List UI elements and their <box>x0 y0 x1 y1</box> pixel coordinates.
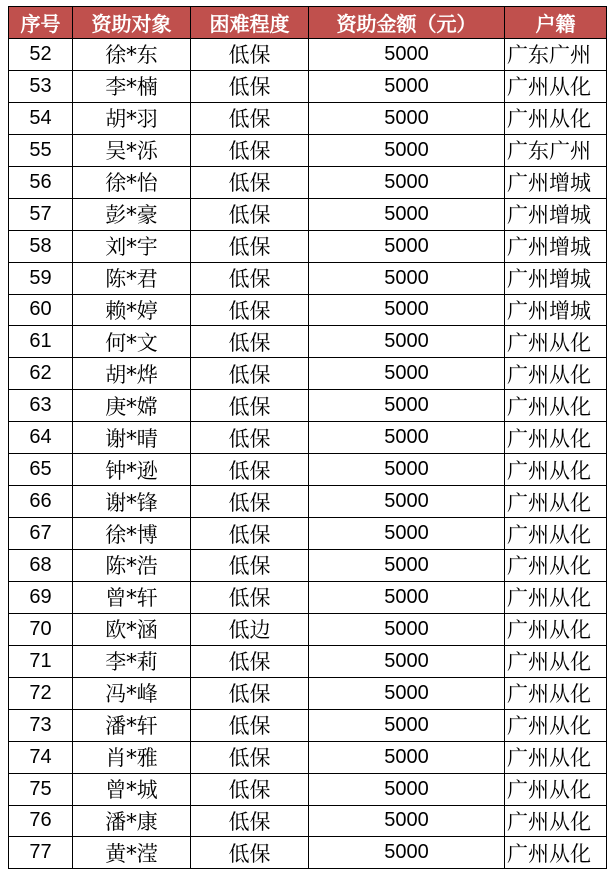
recipient-cell: 陈*浩 <box>73 550 191 582</box>
hardship-cell: 低保 <box>191 390 309 422</box>
recipient-cell: 肖*雅 <box>73 741 191 773</box>
household-cell: 广州从化 <box>505 581 607 613</box>
table-row <box>9 102 607 134</box>
table-row <box>9 39 607 71</box>
serial-cell: 61 <box>9 326 73 358</box>
header-row <box>9 7 607 39</box>
table-row <box>9 837 607 869</box>
recipient-cell: 陈*君 <box>73 262 191 294</box>
recipient-cell: 曾*城 <box>73 773 191 805</box>
amount-cell: 5000 <box>309 166 505 198</box>
recipient-cell: 欧*涵 <box>73 613 191 645</box>
table-row <box>9 741 607 773</box>
serial-cell: 72 <box>9 677 73 709</box>
amount-cell: 5000 <box>309 262 505 294</box>
serial-cell: 70 <box>9 613 73 645</box>
amount-cell: 5000 <box>309 70 505 102</box>
serial-cell: 67 <box>9 518 73 550</box>
column-header-amount: 资助金额（元） <box>309 7 505 39</box>
amount-cell: 5000 <box>309 486 505 518</box>
recipient-cell: 赖*婷 <box>73 294 191 326</box>
table-row <box>9 134 607 166</box>
table-row <box>9 805 607 837</box>
hardship-cell: 低保 <box>191 166 309 198</box>
household-cell: 广州从化 <box>505 454 607 486</box>
recipient-cell: 徐*博 <box>73 518 191 550</box>
serial-cell: 56 <box>9 166 73 198</box>
household-cell: 广州从化 <box>505 486 607 518</box>
recipient-cell: 庚*嫦 <box>73 390 191 422</box>
hardship-cell: 低边 <box>191 613 309 645</box>
household-cell: 广州从化 <box>505 422 607 454</box>
recipient-cell: 潘*康 <box>73 805 191 837</box>
household-cell: 广州从化 <box>505 326 607 358</box>
recipient-cell: 胡*烨 <box>73 358 191 390</box>
amount-cell: 5000 <box>309 134 505 166</box>
recipient-cell: 曾*轩 <box>73 581 191 613</box>
serial-cell: 58 <box>9 230 73 262</box>
table-row <box>9 294 607 326</box>
household-cell: 广东广州 <box>505 39 607 71</box>
table-row <box>9 550 607 582</box>
serial-cell: 59 <box>9 262 73 294</box>
hardship-cell: 低保 <box>191 262 309 294</box>
table-body <box>9 39 607 869</box>
household-cell: 广州从化 <box>505 390 607 422</box>
household-cell: 广州从化 <box>505 709 607 741</box>
hardship-cell: 低保 <box>191 230 309 262</box>
hardship-cell: 低保 <box>191 581 309 613</box>
amount-cell: 5000 <box>309 645 505 677</box>
column-header-household: 户籍 <box>505 7 607 39</box>
amount-cell: 5000 <box>309 422 505 454</box>
table-row <box>9 581 607 613</box>
hardship-cell: 低保 <box>191 677 309 709</box>
hardship-cell: 低保 <box>191 805 309 837</box>
household-cell: 广州增城 <box>505 230 607 262</box>
table-row <box>9 773 607 805</box>
amount-cell: 5000 <box>309 518 505 550</box>
hardship-cell: 低保 <box>191 741 309 773</box>
household-cell: 广州从化 <box>505 518 607 550</box>
table-row <box>9 230 607 262</box>
table-row <box>9 677 607 709</box>
household-cell: 广州从化 <box>505 837 607 869</box>
amount-cell: 5000 <box>309 709 505 741</box>
amount-cell: 5000 <box>309 677 505 709</box>
serial-cell: 65 <box>9 454 73 486</box>
table-row <box>9 262 607 294</box>
serial-cell: 71 <box>9 645 73 677</box>
hardship-cell: 低保 <box>191 39 309 71</box>
hardship-cell: 低保 <box>191 454 309 486</box>
table-row <box>9 645 607 677</box>
serial-cell: 55 <box>9 134 73 166</box>
hardship-cell: 低保 <box>191 550 309 582</box>
recipient-cell: 李*莉 <box>73 645 191 677</box>
recipient-cell: 彭*豪 <box>73 198 191 230</box>
column-header-recipient: 资助对象 <box>73 7 191 39</box>
hardship-cell: 低保 <box>191 358 309 390</box>
serial-cell: 74 <box>9 741 73 773</box>
hardship-cell: 低保 <box>191 326 309 358</box>
serial-cell: 75 <box>9 773 73 805</box>
serial-cell: 76 <box>9 805 73 837</box>
serial-cell: 62 <box>9 358 73 390</box>
amount-cell: 5000 <box>309 773 505 805</box>
amount-cell: 5000 <box>309 581 505 613</box>
serial-cell: 57 <box>9 198 73 230</box>
recipient-cell: 何*文 <box>73 326 191 358</box>
household-cell: 广州增城 <box>505 262 607 294</box>
amount-cell: 5000 <box>309 837 505 869</box>
hardship-cell: 低保 <box>191 294 309 326</box>
amount-cell: 5000 <box>309 326 505 358</box>
household-cell: 广州从化 <box>505 613 607 645</box>
column-header-serial: 序号 <box>9 7 73 39</box>
amount-cell: 5000 <box>309 358 505 390</box>
amount-cell: 5000 <box>309 390 505 422</box>
recipient-cell: 李*楠 <box>73 70 191 102</box>
household-cell: 广州从化 <box>505 677 607 709</box>
hardship-cell: 低保 <box>191 518 309 550</box>
hardship-cell: 低保 <box>191 198 309 230</box>
household-cell: 广州从化 <box>505 358 607 390</box>
table-row <box>9 518 607 550</box>
recipient-cell: 吴*泺 <box>73 134 191 166</box>
table-row <box>9 390 607 422</box>
recipient-cell: 冯*峰 <box>73 677 191 709</box>
household-cell: 广州从化 <box>505 550 607 582</box>
hardship-cell: 低保 <box>191 709 309 741</box>
serial-cell: 77 <box>9 837 73 869</box>
serial-cell: 73 <box>9 709 73 741</box>
table-row <box>9 198 607 230</box>
table-row <box>9 326 607 358</box>
household-cell: 广州从化 <box>505 741 607 773</box>
table-row <box>9 486 607 518</box>
hardship-cell: 低保 <box>191 645 309 677</box>
hardship-cell: 低保 <box>191 773 309 805</box>
household-cell: 广州增城 <box>505 198 607 230</box>
household-cell: 广州从化 <box>505 102 607 134</box>
recipient-cell: 胡*羽 <box>73 102 191 134</box>
table-row <box>9 358 607 390</box>
hardship-cell: 低保 <box>191 422 309 454</box>
serial-cell: 53 <box>9 70 73 102</box>
hardship-cell: 低保 <box>191 134 309 166</box>
recipient-cell: 谢*晴 <box>73 422 191 454</box>
amount-cell: 5000 <box>309 741 505 773</box>
recipient-cell: 徐*东 <box>73 39 191 71</box>
household-cell: 广州增城 <box>505 166 607 198</box>
hardship-cell: 低保 <box>191 102 309 134</box>
household-cell: 广州从化 <box>505 645 607 677</box>
serial-cell: 64 <box>9 422 73 454</box>
amount-cell: 5000 <box>309 102 505 134</box>
household-cell: 广州从化 <box>505 773 607 805</box>
hardship-cell: 低保 <box>191 837 309 869</box>
amount-cell: 5000 <box>309 198 505 230</box>
column-header-hardship: 困难程度 <box>191 7 309 39</box>
recipient-cell: 钟*逊 <box>73 454 191 486</box>
amount-cell: 5000 <box>309 294 505 326</box>
hardship-cell: 低保 <box>191 486 309 518</box>
recipient-cell: 潘*轩 <box>73 709 191 741</box>
amount-cell: 5000 <box>309 613 505 645</box>
serial-cell: 69 <box>9 581 73 613</box>
serial-cell: 54 <box>9 102 73 134</box>
household-cell: 广东广州 <box>505 134 607 166</box>
table-row <box>9 613 607 645</box>
table-header <box>9 7 607 39</box>
serial-cell: 68 <box>9 550 73 582</box>
household-cell: 广州增城 <box>505 294 607 326</box>
serial-cell: 52 <box>9 39 73 71</box>
table-row <box>9 166 607 198</box>
recipient-cell: 刘*宇 <box>73 230 191 262</box>
amount-cell: 5000 <box>309 39 505 71</box>
hardship-cell: 低保 <box>191 70 309 102</box>
aid-recipient-table <box>8 6 607 869</box>
table-row <box>9 70 607 102</box>
table-row <box>9 709 607 741</box>
recipient-cell: 谢*锋 <box>73 486 191 518</box>
household-cell: 广州从化 <box>505 805 607 837</box>
table-row <box>9 422 607 454</box>
serial-cell: 66 <box>9 486 73 518</box>
household-cell: 广州从化 <box>505 70 607 102</box>
recipient-cell: 黄*滢 <box>73 837 191 869</box>
recipient-cell: 徐*怡 <box>73 166 191 198</box>
amount-cell: 5000 <box>309 230 505 262</box>
serial-cell: 63 <box>9 390 73 422</box>
table-row <box>9 454 607 486</box>
serial-cell: 60 <box>9 294 73 326</box>
amount-cell: 5000 <box>309 454 505 486</box>
amount-cell: 5000 <box>309 550 505 582</box>
amount-cell: 5000 <box>309 805 505 837</box>
